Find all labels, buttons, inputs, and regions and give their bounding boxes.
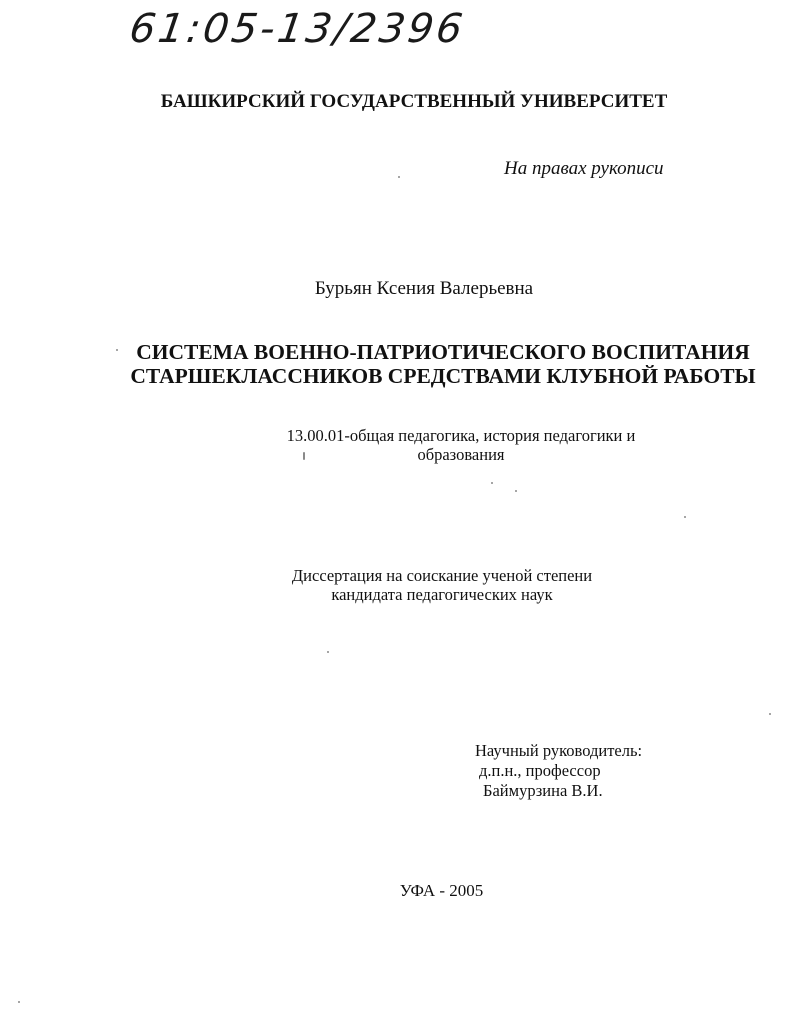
handwritten-catalog-number: 61:05-13/2396 bbox=[126, 6, 469, 52]
degree-line-2: кандидата педагогических наук bbox=[331, 585, 553, 604]
specialty-line-1: 13.00.01-общая педагогика, история педагогики и bbox=[286, 426, 636, 445]
scan-speck bbox=[515, 490, 517, 492]
supervisor-label: Научный руководитель: bbox=[475, 741, 643, 760]
scan-speck bbox=[116, 349, 118, 351]
title-line-2: СТАРШЕКЛАССНИКОВ СРЕДСТВАМИ КЛУБНОЙ РАБОТЫ bbox=[130, 364, 756, 388]
scan-speck bbox=[769, 713, 771, 715]
degree-statement bbox=[0, 566, 798, 604]
manuscript-rights-note: На правах рукописи bbox=[504, 158, 664, 179]
dissertation-title bbox=[0, 340, 798, 388]
supervisor-name: Баймурзина В.И. bbox=[483, 781, 603, 800]
supervisor-degree: д.п.н., профессор bbox=[479, 761, 601, 780]
city-year: УФА - 2005 bbox=[399, 881, 484, 900]
title-line-1: СИСТЕМА ВОЕННО-ПАТРИОТИЧЕСКОГО ВОСПИТАНИЯ bbox=[136, 340, 750, 364]
specialty-line-2: образования bbox=[417, 445, 505, 464]
author-name: Бурьян Ксения Валерьевна bbox=[314, 278, 534, 299]
scan-speck bbox=[398, 176, 400, 178]
scan-speck bbox=[327, 651, 329, 653]
degree-line-1: Диссертация на соискание ученой степени bbox=[291, 566, 593, 585]
scan-speck bbox=[491, 482, 493, 484]
supervisor-block bbox=[475, 741, 642, 801]
scan-speck bbox=[684, 516, 686, 518]
university-name: БАШКИРСКИЙ ГОСУДАРСТВЕННЫЙ УНИВЕРСИТЕТ bbox=[160, 91, 668, 112]
specialty-code bbox=[0, 426, 798, 464]
scan-speck bbox=[303, 452, 305, 460]
scan-speck bbox=[18, 1001, 20, 1003]
